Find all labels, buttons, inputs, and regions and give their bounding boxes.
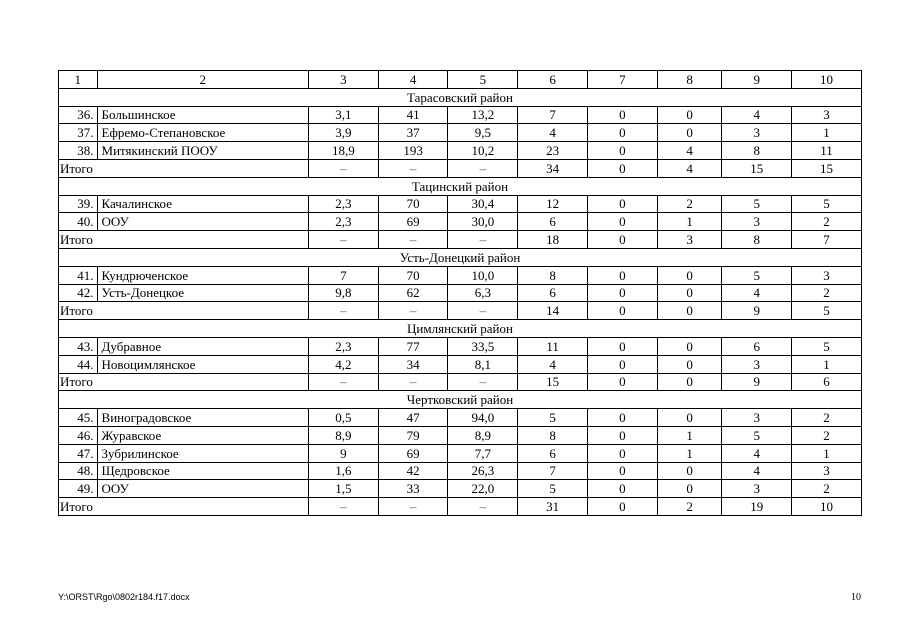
total-label: Итого [59,231,309,249]
settlement-name: Дубравное [97,337,308,355]
table-row [59,444,862,462]
value-cell-c3: 4,2 [308,355,378,373]
table-row [59,142,862,160]
total-cell-c3: – [308,373,378,391]
value-cell-c5: 30,4 [448,195,518,213]
total-cell-c7: 0 [588,373,658,391]
value-cell-c5: 9,5 [448,124,518,142]
row-number: 38. [59,142,98,160]
region-title: Чертковский район [59,391,862,409]
value-cell-c5: 33,5 [448,337,518,355]
region-row [59,320,862,338]
total-row [59,498,862,516]
value-cell-c3: 8,9 [308,426,378,444]
total-label: Итого [59,302,309,320]
value-cell-c5: 6,3 [448,284,518,302]
value-cell-c9: 5 [722,426,792,444]
value-cell-c7: 0 [588,106,658,124]
total-row [59,373,862,391]
header-cell: 4 [378,71,448,89]
value-cell-c4: 34 [378,355,448,373]
header-cell: 8 [657,71,722,89]
value-cell-c9: 4 [722,462,792,480]
value-cell-c9: 6 [722,337,792,355]
row-number: 37. [59,124,98,142]
settlement-name: ООУ [97,213,308,231]
table-row [59,409,862,427]
value-cell-c8: 0 [657,284,722,302]
value-cell-c8: 1 [657,444,722,462]
footer-file-path: Y:\ORST\Rgo\0802r184.f17.docx [58,592,190,602]
header-row [59,71,862,89]
value-cell-c8: 0 [657,106,722,124]
value-cell-c10: 1 [792,355,862,373]
value-cell-c8: 0 [657,337,722,355]
total-cell-c9: 8 [722,231,792,249]
value-cell-c5: 94,0 [448,409,518,427]
value-cell-c5: 22,0 [448,480,518,498]
value-cell-c5: 10,0 [448,266,518,284]
value-cell-c4: 70 [378,195,448,213]
value-cell-c10: 1 [792,444,862,462]
value-cell-c9: 3 [722,213,792,231]
total-cell-c8: 0 [657,302,722,320]
total-cell-c8: 0 [657,373,722,391]
value-cell-c10: 3 [792,266,862,284]
total-cell-c8: 4 [657,159,722,177]
settlement-name: Щедровское [97,462,308,480]
total-cell-c6: 34 [518,159,588,177]
total-cell-c8: 3 [657,231,722,249]
value-cell-c6: 7 [518,462,588,480]
total-row [59,302,862,320]
total-cell-c3: – [308,159,378,177]
row-number: 36. [59,106,98,124]
total-cell-c7: 0 [588,498,658,516]
total-label: Итого [59,159,309,177]
value-cell-c5: 26,3 [448,462,518,480]
total-cell-c7: 0 [588,231,658,249]
value-cell-c9: 5 [722,266,792,284]
value-cell-c7: 0 [588,355,658,373]
settlement-name: Ефремо-Степановское [97,124,308,142]
value-cell-c4: 41 [378,106,448,124]
value-cell-c7: 0 [588,409,658,427]
settlement-name: Кундрюченское [97,266,308,284]
value-cell-c7: 0 [588,142,658,160]
value-cell-c6: 6 [518,284,588,302]
total-cell-c10: 15 [792,159,862,177]
value-cell-c10: 5 [792,337,862,355]
total-cell-c4: – [378,302,448,320]
table-row [59,462,862,480]
settlement-name: Митякинский ПООУ [97,142,308,160]
region-title: Тацинский район [59,177,862,195]
value-cell-c6: 4 [518,355,588,373]
total-cell-c10: 7 [792,231,862,249]
total-cell-c4: – [378,373,448,391]
value-cell-c4: 47 [378,409,448,427]
value-cell-c7: 0 [588,426,658,444]
value-cell-c5: 7,7 [448,444,518,462]
total-cell-c3: – [308,498,378,516]
region-title: Усть-Донецкий район [59,248,862,266]
table-row [59,195,862,213]
total-cell-c5: – [448,231,518,249]
value-cell-c8: 1 [657,426,722,444]
value-cell-c10: 1 [792,124,862,142]
value-cell-c10: 2 [792,284,862,302]
value-cell-c3: 2,3 [308,213,378,231]
region-row [59,248,862,266]
total-label: Итого [59,373,309,391]
value-cell-c7: 0 [588,444,658,462]
value-cell-c3: 2,3 [308,195,378,213]
total-cell-c4: – [378,498,448,516]
total-cell-c9: 19 [722,498,792,516]
value-cell-c9: 3 [722,409,792,427]
value-cell-c9: 8 [722,142,792,160]
region-title: Тарасовский район [59,88,862,106]
row-number: 47. [59,444,98,462]
row-number: 42. [59,284,98,302]
settlement-name: Качалинское [97,195,308,213]
header-cell: 6 [518,71,588,89]
table-row [59,266,862,284]
value-cell-c10: 2 [792,213,862,231]
table-row [59,284,862,302]
settlement-name: ООУ [97,480,308,498]
value-cell-c6: 11 [518,337,588,355]
table-row [59,480,862,498]
settlement-name: Усть-Донецкое [97,284,308,302]
header-cell: 2 [97,71,308,89]
value-cell-c8: 0 [657,480,722,498]
value-cell-c9: 3 [722,480,792,498]
value-cell-c9: 5 [722,195,792,213]
value-cell-c7: 0 [588,124,658,142]
value-cell-c9: 3 [722,124,792,142]
value-cell-c3: 3,9 [308,124,378,142]
value-cell-c6: 8 [518,266,588,284]
value-cell-c10: 2 [792,426,862,444]
value-cell-c7: 0 [588,462,658,480]
value-cell-c9: 4 [722,284,792,302]
table-row [59,106,862,124]
total-cell-c9: 9 [722,373,792,391]
value-cell-c4: 193 [378,142,448,160]
value-cell-c4: 79 [378,426,448,444]
value-cell-c4: 42 [378,462,448,480]
value-cell-c4: 62 [378,284,448,302]
value-cell-c8: 0 [657,462,722,480]
row-number: 39. [59,195,98,213]
value-cell-c7: 0 [588,266,658,284]
table-row [59,124,862,142]
value-cell-c10: 3 [792,462,862,480]
settlement-name: Виноградовское [97,409,308,427]
value-cell-c4: 69 [378,213,448,231]
value-cell-c10: 11 [792,142,862,160]
header-cell: 3 [308,71,378,89]
value-cell-c8: 1 [657,213,722,231]
total-cell-c6: 15 [518,373,588,391]
total-cell-c9: 15 [722,159,792,177]
value-cell-c9: 4 [722,106,792,124]
total-row [59,159,862,177]
table-body [59,71,862,516]
value-cell-c6: 6 [518,444,588,462]
settlement-name: Журавское [97,426,308,444]
total-cell-c6: 18 [518,231,588,249]
value-cell-c3: 1,6 [308,462,378,480]
region-row [59,177,862,195]
row-number: 49. [59,480,98,498]
settlement-name: Зубрилинское [97,444,308,462]
value-cell-c10: 2 [792,480,862,498]
value-cell-c3: 18,9 [308,142,378,160]
value-cell-c5: 8,1 [448,355,518,373]
value-cell-c5: 10,2 [448,142,518,160]
value-cell-c3: 3,1 [308,106,378,124]
value-cell-c3: 7 [308,266,378,284]
total-cell-c7: 0 [588,159,658,177]
settlement-name: Новоцимлянское [97,355,308,373]
value-cell-c7: 0 [588,213,658,231]
value-cell-c10: 2 [792,409,862,427]
value-cell-c3: 0,5 [308,409,378,427]
total-cell-c9: 9 [722,302,792,320]
value-cell-c9: 3 [722,355,792,373]
row-number: 48. [59,462,98,480]
total-cell-c5: – [448,159,518,177]
header-cell: 1 [59,71,98,89]
value-cell-c3: 9 [308,444,378,462]
total-cell-c7: 0 [588,302,658,320]
row-number: 40. [59,213,98,231]
total-cell-c4: – [378,231,448,249]
value-cell-c10: 5 [792,195,862,213]
page-number: 10 [851,592,861,603]
total-cell-c10: 6 [792,373,862,391]
total-cell-c10: 5 [792,302,862,320]
value-cell-c6: 8 [518,426,588,444]
total-cell-c6: 31 [518,498,588,516]
value-cell-c8: 0 [657,355,722,373]
header-cell: 5 [448,71,518,89]
total-cell-c5: – [448,498,518,516]
total-cell-c4: – [378,159,448,177]
total-cell-c6: 14 [518,302,588,320]
total-cell-c8: 2 [657,498,722,516]
value-cell-c5: 13,2 [448,106,518,124]
table-row [59,426,862,444]
value-cell-c7: 0 [588,195,658,213]
value-cell-c6: 4 [518,124,588,142]
value-cell-c3: 2,3 [308,337,378,355]
total-cell-c3: – [308,302,378,320]
value-cell-c7: 0 [588,284,658,302]
total-cell-c5: – [448,373,518,391]
value-cell-c7: 0 [588,337,658,355]
value-cell-c4: 33 [378,480,448,498]
total-cell-c5: – [448,302,518,320]
total-cell-c10: 10 [792,498,862,516]
value-cell-c3: 1,5 [308,480,378,498]
table-row [59,355,862,373]
value-cell-c6: 5 [518,409,588,427]
region-row [59,391,862,409]
header-cell: 10 [792,71,862,89]
region-title: Цимлянский район [59,320,862,338]
total-cell-c3: – [308,231,378,249]
value-cell-c8: 0 [657,124,722,142]
header-cell: 7 [588,71,658,89]
value-cell-c7: 0 [588,480,658,498]
value-cell-c5: 8,9 [448,426,518,444]
region-row [59,88,862,106]
table-row [59,337,862,355]
value-cell-c5: 30,0 [448,213,518,231]
value-cell-c3: 9,8 [308,284,378,302]
value-cell-c9: 4 [722,444,792,462]
value-cell-c6: 23 [518,142,588,160]
value-cell-c4: 69 [378,444,448,462]
value-cell-c8: 0 [657,409,722,427]
row-number: 44. [59,355,98,373]
header-cell: 9 [722,71,792,89]
value-cell-c4: 77 [378,337,448,355]
value-cell-c6: 7 [518,106,588,124]
value-cell-c6: 5 [518,480,588,498]
row-number: 46. [59,426,98,444]
value-cell-c6: 12 [518,195,588,213]
total-row [59,231,862,249]
value-cell-c4: 37 [378,124,448,142]
total-label: Итого [59,498,309,516]
value-cell-c6: 6 [518,213,588,231]
row-number: 43. [59,337,98,355]
row-number: 45. [59,409,98,427]
value-cell-c8: 0 [657,266,722,284]
value-cell-c10: 3 [792,106,862,124]
row-number: 41. [59,266,98,284]
data-table [58,70,862,516]
settlement-name: Большинское [97,106,308,124]
value-cell-c8: 2 [657,195,722,213]
table-row [59,213,862,231]
value-cell-c8: 4 [657,142,722,160]
value-cell-c4: 70 [378,266,448,284]
